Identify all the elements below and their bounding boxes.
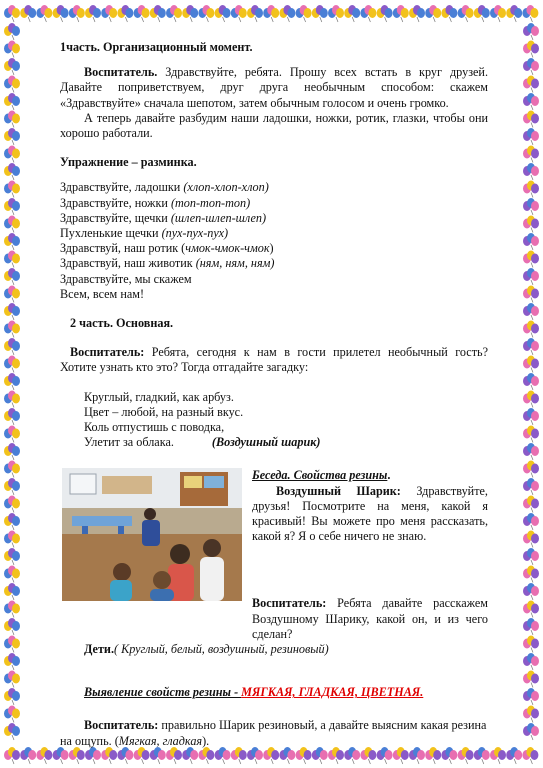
balloon-icon xyxy=(4,58,20,75)
balloon-icon xyxy=(523,548,539,565)
balloon-icon xyxy=(4,163,20,180)
balloon-icon xyxy=(393,747,409,764)
balloon-icon xyxy=(279,5,295,22)
balloon-icon xyxy=(4,268,20,285)
balloon-icon xyxy=(523,58,539,75)
properties-heading: Выявление свойств резины - МЯГКАЯ, ГЛАДКАЯ, ЦВЕТНАЯ. xyxy=(84,685,424,700)
warmup-line: Здравствуйте, ножки (топ-топ-топ) xyxy=(60,195,251,210)
balloon-icon xyxy=(523,391,539,408)
balloon-icon xyxy=(441,747,457,764)
balloon-icon xyxy=(523,268,539,285)
balloon-icon xyxy=(4,688,20,705)
balloon-icon xyxy=(523,583,539,600)
balloon-icon xyxy=(4,93,20,110)
balloon-icon xyxy=(198,5,214,22)
balloon-icon xyxy=(523,601,539,618)
balloon-icon xyxy=(198,747,214,764)
balloon-icon xyxy=(523,373,539,390)
balloon-icon xyxy=(523,233,539,250)
balloon-icon xyxy=(4,128,20,145)
balloon-icon xyxy=(53,747,69,764)
warmup-line: Всем, всем нам! xyxy=(60,286,145,301)
balloon-icon xyxy=(4,233,20,250)
balloon-icon xyxy=(150,5,166,22)
balloon-icon xyxy=(4,478,20,495)
balloon-icon xyxy=(182,5,198,22)
balloon-icon xyxy=(85,5,101,22)
balloon-icon xyxy=(4,653,20,670)
balloon-icon xyxy=(215,5,231,22)
kids-answer: Дети.( Круглый, белый, воздушный, резиновый) xyxy=(84,642,329,657)
balloon-icon xyxy=(360,5,376,22)
balloon-icon xyxy=(4,23,20,40)
balloon-icon xyxy=(523,723,539,740)
warmup-lines xyxy=(60,180,488,302)
balloon-icon xyxy=(4,198,20,215)
balloon-icon xyxy=(523,356,539,373)
balloon-icon xyxy=(69,747,85,764)
balloon-icon xyxy=(523,478,539,495)
part1-paragraph: Воспитатель. Здравствуйте, ребята. Прошу всех встать в круг друзей. Давайте поприветствуем, друг друга необычным способом: скажем «Здравствуйте» сначала шепотом, затем обычным голосом и очень громко. xyxy=(60,65,488,110)
balloon-icon xyxy=(312,5,328,22)
part1-heading: 1часть. Организационный момент. xyxy=(60,40,253,54)
balloon-icon xyxy=(377,5,393,22)
balloon-icon xyxy=(134,5,150,22)
part2-heading: 2 часть. Основная. xyxy=(70,316,174,331)
balloon-icon xyxy=(4,41,20,58)
balloon-icon xyxy=(4,76,20,93)
balloon-icon xyxy=(4,146,20,163)
balloon-icon xyxy=(4,181,20,198)
balloon-icon xyxy=(344,5,360,22)
balloon-icon xyxy=(4,548,20,565)
warmup-line: Пухленькие щечки (пух-пух-пух) xyxy=(60,226,229,241)
warmup-heading: Упражнение – разминка. xyxy=(60,155,197,170)
balloon-icon xyxy=(101,5,117,22)
balloon-icon xyxy=(474,5,490,22)
balloon-icon xyxy=(4,636,20,653)
balloon-icon xyxy=(117,747,133,764)
riddle-line: Цвет – любой, на разный вкус. xyxy=(84,404,244,419)
balloon-icon xyxy=(4,373,20,390)
balloon-icon xyxy=(523,93,539,110)
talk-section xyxy=(60,468,488,612)
balloon-icon xyxy=(523,566,539,583)
balloon-icon xyxy=(328,5,344,22)
balloon-icon xyxy=(231,5,247,22)
balloon-icon xyxy=(523,251,539,268)
balloon-icon xyxy=(4,706,20,723)
balloon-icon xyxy=(263,5,279,22)
balloon-icon xyxy=(328,747,344,764)
balloon-icon xyxy=(523,128,539,145)
balloon-icon xyxy=(53,5,69,22)
balloon-icon xyxy=(4,391,20,408)
teacher-question: Воспитатель: Ребята давайте расскажем Воздушному Шарику, какой он, и из чего сделан? xyxy=(252,596,488,641)
balloon-icon xyxy=(117,5,133,22)
balloon-icon xyxy=(279,747,295,764)
balloon-icon xyxy=(4,408,20,425)
classroom-photo xyxy=(62,468,242,601)
balloon-icon xyxy=(409,5,425,22)
balloon-icon xyxy=(4,216,20,233)
balloon-icon xyxy=(523,76,539,93)
balloon-icon xyxy=(4,461,20,478)
balloon-icon xyxy=(4,5,20,22)
balloon-icon xyxy=(441,5,457,22)
balloon-icon xyxy=(4,747,20,764)
balloon-icon xyxy=(4,601,20,618)
balloon-icon xyxy=(134,747,150,764)
balloon-icon xyxy=(360,747,376,764)
balloon-speech: Воздушный Шарик: Здравствуйте, друзья! Посмотрите на меня, какой я красивый! Вы можете про меня рассказать, какой я? Я о себе ничего не знаю. xyxy=(252,483,488,544)
balloon-icon xyxy=(523,408,539,425)
properties-paragraph: Воспитатель: правильно Шарик резиновый, а давайте выясним какая резина на ощупь. (Мягкая, гладкая). xyxy=(60,718,487,748)
balloon-icon xyxy=(4,671,20,688)
speaker-label: Воспитатель. xyxy=(84,65,158,80)
balloon-icon xyxy=(458,5,474,22)
part2-paragraph: Воспитатель: Ребята, сегодня к нам в гости прилетел необычный гость? Хотите узнать кто это? Тогда отгадайте загадку: xyxy=(60,345,488,375)
balloon-icon xyxy=(523,618,539,635)
balloon-icon xyxy=(377,747,393,764)
balloon-icon xyxy=(523,41,539,58)
balloon-icon xyxy=(69,5,85,22)
balloon-icon xyxy=(166,747,182,764)
riddle xyxy=(60,390,488,451)
balloon-icon xyxy=(150,747,166,764)
balloon-icon xyxy=(523,303,539,320)
balloon-icon xyxy=(85,747,101,764)
warmup-line: Здравствуй, наш животик (ням, ням, ням) xyxy=(60,256,275,271)
balloon-icon xyxy=(522,5,538,22)
balloon-icon xyxy=(506,5,522,22)
balloon-icon xyxy=(36,747,52,764)
balloon-icon xyxy=(4,286,20,303)
balloon-icon xyxy=(166,5,182,22)
balloon-icon xyxy=(474,747,490,764)
balloon-icon xyxy=(20,5,36,22)
balloon-icon xyxy=(4,111,20,128)
balloon-icon xyxy=(4,251,20,268)
balloon-icon xyxy=(523,671,539,688)
balloon-icon xyxy=(523,443,539,460)
balloon-icon xyxy=(4,303,20,320)
balloon-icon xyxy=(344,747,360,764)
balloon-icon xyxy=(523,163,539,180)
balloon-icon xyxy=(523,286,539,303)
balloon-icon xyxy=(4,723,20,740)
balloon-icon xyxy=(523,216,539,233)
balloon-icon xyxy=(523,688,539,705)
balloon-icon xyxy=(523,461,539,478)
balloon-icon xyxy=(523,146,539,163)
balloon-icon xyxy=(393,5,409,22)
balloon-icon xyxy=(4,426,20,443)
warmup-line: Здравствуй, наш ротик (чмок-чмок-чмок) xyxy=(60,241,274,256)
balloon-icon xyxy=(523,496,539,513)
document-page xyxy=(60,40,488,749)
balloon-icon xyxy=(296,747,312,764)
balloon-icon xyxy=(490,747,506,764)
balloon-icon xyxy=(523,653,539,670)
balloon-icon xyxy=(523,636,539,653)
balloon-icon xyxy=(523,426,539,443)
balloon-icon xyxy=(4,583,20,600)
balloon-icon xyxy=(522,747,538,764)
part1-paragraph-2: А теперь давайте разбудим наши ладошки, ножки, ротик, глазки, чтобы они хорошо работали. xyxy=(60,110,488,141)
balloon-icon xyxy=(523,706,539,723)
balloon-icon xyxy=(425,747,441,764)
balloon-icon xyxy=(523,181,539,198)
balloon-icon xyxy=(523,513,539,530)
balloon-icon xyxy=(425,5,441,22)
balloon-icon xyxy=(4,356,20,373)
balloon-icon xyxy=(490,5,506,22)
riddle-line: Круглый, гладкий, как арбуз. xyxy=(84,389,234,404)
balloon-icon xyxy=(182,747,198,764)
balloon-icon xyxy=(4,321,20,338)
balloon-icon xyxy=(523,198,539,215)
balloon-icon xyxy=(523,23,539,40)
riddle-line: Улетит за облака. (Воздушный шарик) xyxy=(84,435,321,450)
balloon-icon xyxy=(247,5,263,22)
riddle-answer: (Воздушный шарик) xyxy=(211,435,321,450)
balloon-icon xyxy=(4,338,20,355)
warmup-line: Здравствуйте, щечки (шлеп-шлеп-шлеп) xyxy=(60,210,267,225)
balloon-icon xyxy=(523,338,539,355)
balloon-icon xyxy=(4,496,20,513)
balloon-icon xyxy=(4,531,20,548)
balloon-icon xyxy=(4,566,20,583)
balloon-icon xyxy=(231,747,247,764)
balloon-icon xyxy=(523,531,539,548)
balloon-icon xyxy=(409,747,425,764)
balloon-icon xyxy=(523,321,539,338)
warmup-line: Здравствуйте, мы скажем xyxy=(60,271,192,286)
riddle-line: Коль отпустишь с поводка, xyxy=(84,420,225,435)
balloon-icon xyxy=(20,747,36,764)
talk-text xyxy=(252,468,488,550)
balloon-icon xyxy=(247,747,263,764)
balloon-icon xyxy=(36,5,52,22)
balloon-icon xyxy=(312,747,328,764)
balloon-icon xyxy=(523,111,539,128)
balloon-icon xyxy=(506,747,522,764)
balloon-icon xyxy=(263,747,279,764)
balloon-icon xyxy=(215,747,231,764)
balloon-icon xyxy=(296,5,312,22)
balloon-icon xyxy=(101,747,117,764)
balloon-icon xyxy=(4,513,20,530)
balloon-icon xyxy=(458,747,474,764)
warmup-line: Здравствуйте, ладошки (хлоп-хлоп-хлоп) xyxy=(60,180,269,195)
balloon-icon xyxy=(4,443,20,460)
talk-heading: Беседа. Свойства резины. xyxy=(252,468,391,483)
balloon-icon xyxy=(4,618,20,635)
